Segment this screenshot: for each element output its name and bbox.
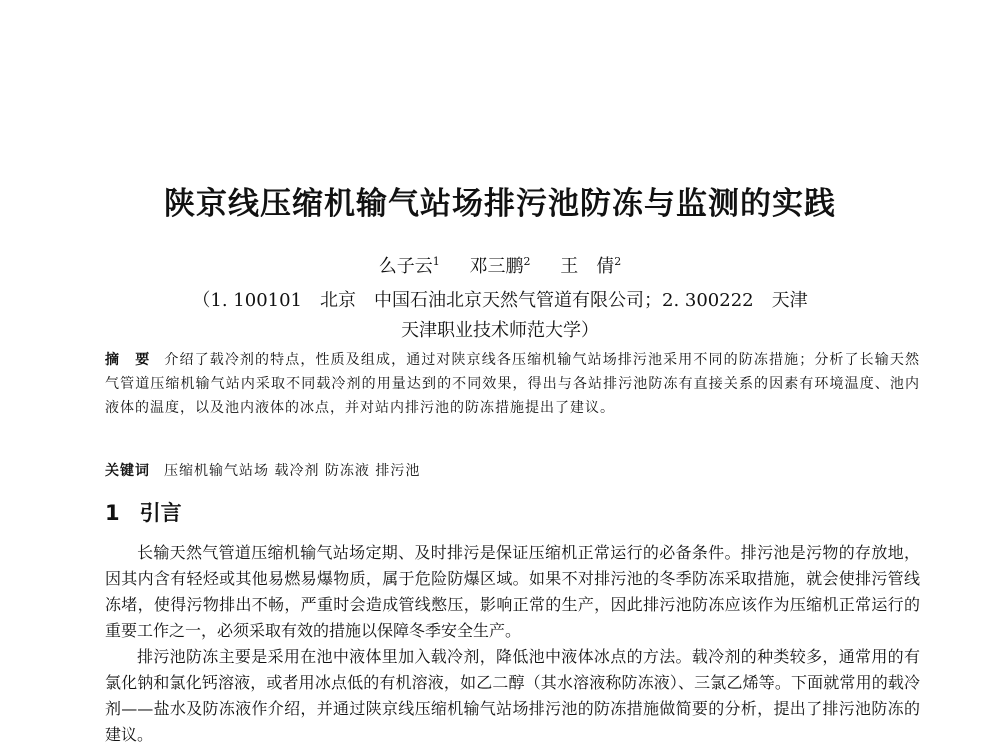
section-title: 引言 xyxy=(139,501,182,525)
author-list xyxy=(0,252,1000,278)
author: 邓三鹏$^2$ xyxy=(469,255,531,277)
abstract-label: 摘 要 xyxy=(105,352,151,368)
keywords-text: 压缩机输气站场 载冷剂 防冻液 排污池 xyxy=(164,463,421,479)
section-heading xyxy=(105,497,182,527)
body-text xyxy=(105,540,920,748)
affiliation xyxy=(0,286,1000,346)
paper-title: 陕京线压缩机输气站场排污池防冻与监测的实践 xyxy=(164,186,836,222)
author: 么子云$^1$ xyxy=(378,255,440,277)
paragraph: 排污池防冻主要是采用在池中液体里加入载冷剂，降低池中液体冰点的方法。载冷剂的种类较多，通常用的有氯化钠和氯化钙溶液，或者用冰点低的有机溶液，如乙二醇（其水溶液称防冻液）、三氯乙烯等。下面就常用的载冷剂——盐水及防冻液作介绍，并通过陕京线压缩机输气站场排污池的防冻措施做简要的分析，提出了排污池防冻的建议。 xyxy=(105,647,920,744)
paragraph: 长输天然气管道压缩机输气站场定期、及时排污是保证压缩机正常运行的必备条件。排污池是污物的存放地，因其内含有轻烃或其他易燃易爆物质，属于危险防爆区域。如果不对排污池的冬季防冻采取措施，就会使排污管线冻堵，使得污物排出不畅，严重时会造成管线憋压，影响正常的生产，因此排污池防冻应该作为压缩机正常运行的重要工作之一，必须采取有效的措施以保障冬季安全生产。 xyxy=(105,543,920,640)
keywords-label: 关键词 xyxy=(105,463,150,479)
abstract xyxy=(105,348,920,420)
section-number: 1 xyxy=(105,501,120,525)
keywords xyxy=(105,459,920,483)
author: 王 倩$^2$ xyxy=(560,255,622,277)
abstract-text: 介绍了载冷剂的特点，性质及组成，通过对陕京线各压缩机输气站场排污池采用不同的防冻措施；分析了长输天然气管道压缩机输气站内采取不同载冷剂的用量达到的不同效果，得出与各站排污池防冻有直接关系的因素有环境温度、池内液体的温度，以及池内液体的冰点，并对站内排污池的防冻措施提出了建议。 xyxy=(105,352,921,416)
affiliation-line-2: 天津职业技术师范大学） xyxy=(401,320,599,341)
affiliation-line-1: （1. 100101 北京 中国石油北京天然气管道有限公司；2. 300222 天津 xyxy=(192,290,808,311)
